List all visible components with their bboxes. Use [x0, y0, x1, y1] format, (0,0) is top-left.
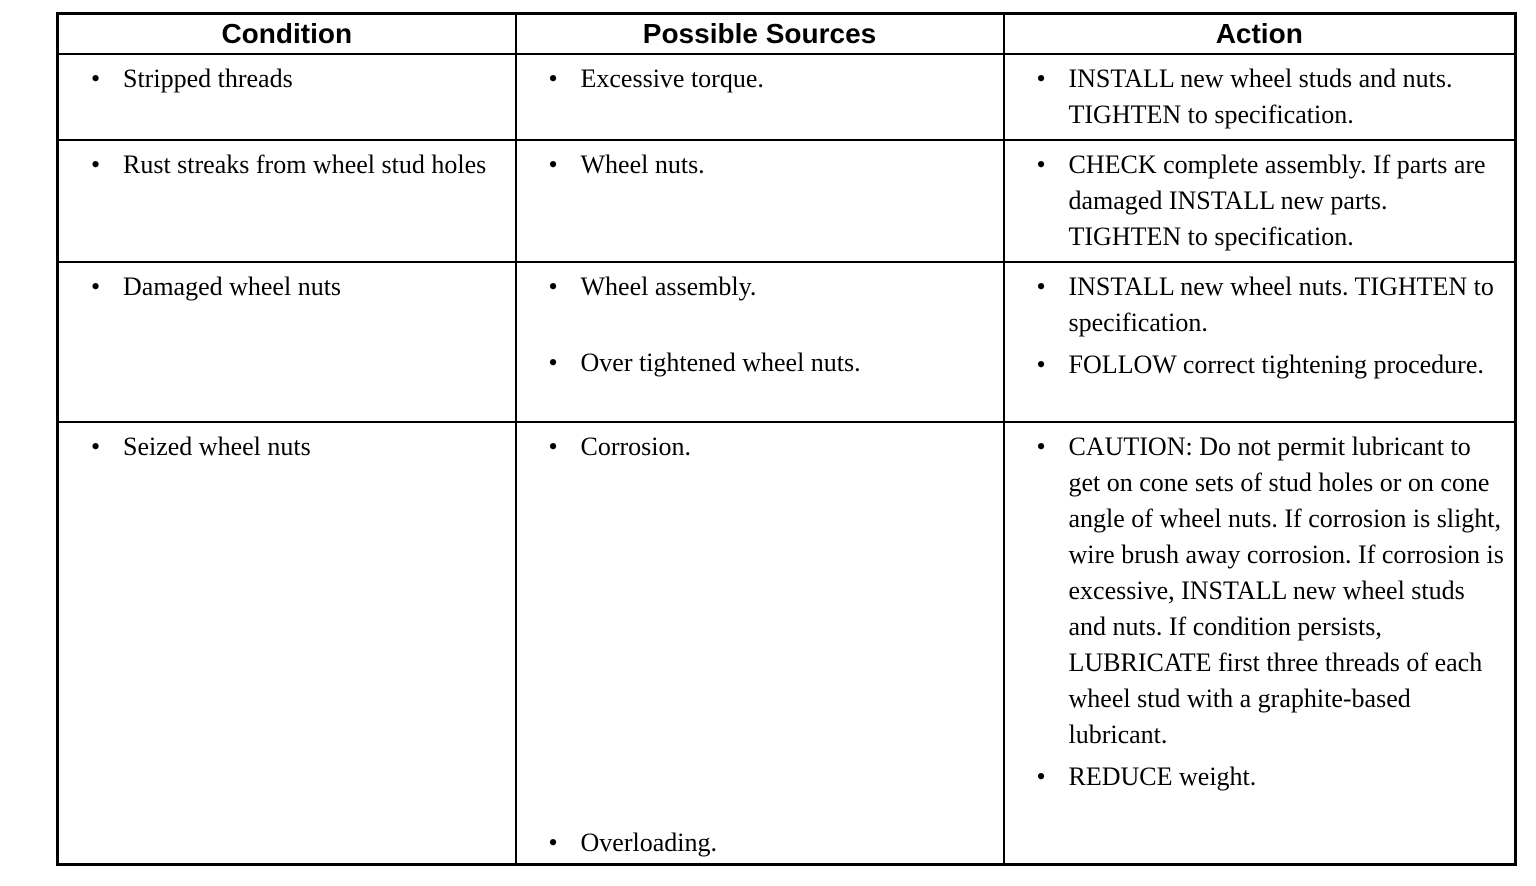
action-item: • INSTALL new wheel nuts. TIGHTEN to specification. — [1025, 269, 1505, 341]
table-row — [58, 54, 1516, 140]
condition-cell — [58, 54, 516, 140]
action-item: • INSTALL new wheel studs and nuts. TIGHTEN to specification. — [1025, 61, 1505, 133]
action-item: • REDUCE weight. — [1025, 759, 1505, 795]
action-cell — [1004, 54, 1516, 140]
source-item: • Over tightened wheel nuts. — [537, 345, 993, 381]
sources-cell — [516, 262, 1004, 422]
source-item: • Excessive torque. — [537, 61, 993, 97]
source-item: • Corrosion. — [537, 429, 993, 465]
header-action: Action — [1004, 14, 1516, 55]
header-row — [58, 14, 1516, 55]
action-item: • FOLLOW correct tightening procedure. — [1025, 347, 1505, 383]
table-row — [58, 262, 1516, 422]
table-row — [58, 422, 1516, 865]
action-item: • CHECK complete assembly. If parts are damaged INSTALL new parts. TIGHTEN to specification. — [1025, 147, 1505, 255]
table-row — [58, 140, 1516, 262]
condition-item: • Damaged wheel nuts — [79, 269, 505, 305]
action-item: • CAUTION: Do not permit lubricant to get on cone sets of stud holes or on cone angle of wheel nuts. If corrosion is slight, wire brush away corrosion. If corrosion is excessive, INSTALL new wheel studs and nuts. If condition persists, LUBRICATE first three threads of each wheel stud with a graphite-based lubricant. — [1025, 429, 1505, 753]
diagnosis-table — [56, 12, 1517, 866]
condition-item: • Seized wheel nuts — [79, 429, 505, 465]
condition-cell — [58, 262, 516, 422]
sources-cell — [516, 422, 1004, 865]
condition-item: • Rust streaks from wheel stud holes — [79, 147, 505, 183]
condition-item: • Stripped threads — [79, 61, 505, 97]
header-possible-sources: Possible Sources — [516, 14, 1004, 55]
source-item: • Wheel nuts. — [537, 147, 993, 183]
source-item: • Overloading. — [537, 825, 717, 861]
condition-cell — [58, 140, 516, 262]
sources-cell — [516, 54, 1004, 140]
sources-cell — [516, 140, 1004, 262]
condition-cell — [58, 422, 516, 865]
action-cell — [1004, 140, 1516, 262]
action-cell — [1004, 262, 1516, 422]
action-cell — [1004, 422, 1516, 865]
header-condition: Condition — [58, 14, 516, 55]
source-item: • Wheel assembly. — [537, 269, 993, 305]
